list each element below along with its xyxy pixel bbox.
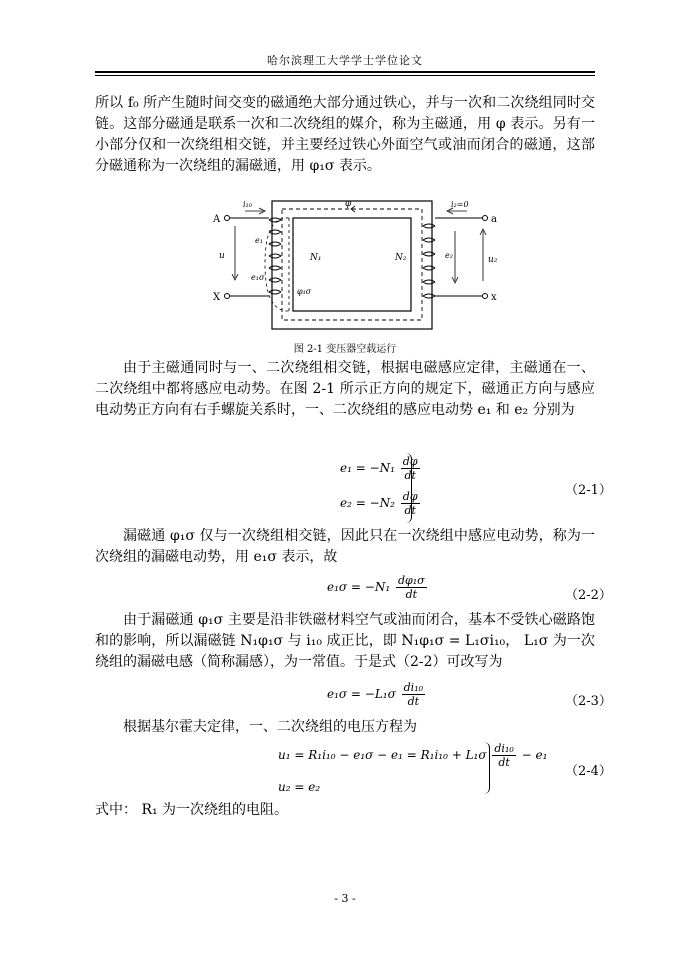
paragraph-4: 由于漏磁通 φ₁σ 主要是沿非铁磁材料空气或油而闭合，基本不受铁心磁路饱和的影响，所以漏磁链 N₁φ₁σ 与 i₁₀ 成正比，即 N₁φ₁σ = L₁σi₁₀， L₁σ 为一次绕组的漏磁电感（简称漏感），为一常值。于是式（2-2）可改写为 [95,612,595,670]
eq3-num: di₁₀ [403,681,424,694]
paragraph-5: 根据基尔霍夫定律，一、二次绕组的电压方程为 [123,719,417,735]
eq1a-num: dφ [402,455,418,468]
leakage-flux-path [265,218,289,311]
eq2-num: dφ₁σ [397,574,425,587]
figure-caption: 图 2-1 变压器空载运行 [293,344,397,355]
eq4-number: （2-4） [565,764,612,779]
label-a: a [491,214,497,225]
label-N2: N₂ [395,253,407,263]
eq4a-tail: − e₁ [521,748,548,762]
eq4a-den: dt [498,756,510,769]
equation-2-4b: u₂ = e₂ [278,780,321,794]
eq1a-den: dt [404,469,416,482]
paragraph-2: 由于主磁通同时与一、二次绕组相交链，根据电磁感应定律，主磁通在一、二次绕组中都将感应电动势。在图 2-1 所示正方向的规定下，磁通正方向与感应电动势正方向有右手螺旋关系时，一、二次绕组的感应电动势 e₁ 和 e₂ 分别为 [95,360,595,418]
paragraph-3: 漏磁通 φ₁σ 仅与一次绕组相交链，因此只在一次绕组中感应电动势，称为一次绕组的漏磁电动势，用 e₁σ 表示，故 [95,528,595,565]
secondary-winding [423,224,435,298]
core-inner [293,218,411,311]
eq4-brace [483,742,490,794]
eq2-den: dt [405,588,418,601]
label-u2: u₂ [488,255,498,265]
eq2-number: （2-2） [565,588,612,603]
label-e2: e₂ [445,251,453,260]
eq4a-num: di₁₀ [494,742,514,755]
label-u: u [219,251,225,261]
header-rule-thick [95,71,595,73]
eq1-number: （2-1） [565,483,612,498]
label-i2: i₂=0 [451,200,469,209]
transformer-figure [205,196,505,336]
eq4a-lhs: u₁ = R₁i₁₀ − e₁σ − e₁ = R₁i₁₀ + L₁σ [278,748,487,762]
label-x: x [491,292,497,303]
label-phi1s: φ₁σ [297,287,312,296]
eq1b-lhs: e₂ = −N₂ [340,496,395,510]
primary-winding [269,218,281,294]
paragraph-6: 式中： R₁ 为一次绕组的电阻。 [95,802,289,818]
page-number: - 3 - [334,892,356,905]
label-e1: e₁ [255,236,263,245]
label-N1: N₁ [310,253,322,263]
eq3-number: （2-3） [565,694,612,709]
equation-2-4a [278,742,547,769]
eq1b-den: dt [404,504,416,517]
label-phi: φ [345,199,352,209]
paragraph-1: 所以 f₀ 所产生随时间交变的磁通绝大部分通过铁心，并与一次和二次绕组同时交链。这部分磁通是联系一次和二次绕组的媒介，称为主磁通，用 φ 表示。另有一小部分仅和一次绕组相交链，并主要经过铁心外面空气或油而闭合的磁通，这部分磁通称为一次绕组的漏磁通，用 φ₁σ 表示。 [95,95,595,174]
label-e1s: e₁σ [251,273,265,282]
eq3-lhs: e₁σ = −L₁σ [327,687,396,701]
equation-2-3 [327,681,427,708]
header-rule-thin [95,75,595,76]
eq1b-num: dφ [402,490,418,503]
core-outer [272,201,432,329]
main-flux-path [282,209,422,320]
label-i10: i₁₀ [243,200,252,209]
eq1a-lhs: e₁ = −N₁ [340,461,395,475]
label-X: X [213,292,221,303]
eq2-lhs: e₁σ = −N₁ [327,580,391,594]
equation-2-2 [327,574,429,601]
page-header: 哈尔滨理工大学学士学位论文 [267,54,423,67]
eq1-brace [405,453,412,523]
eq3-den: dt [407,695,420,708]
label-A: A [213,214,221,225]
